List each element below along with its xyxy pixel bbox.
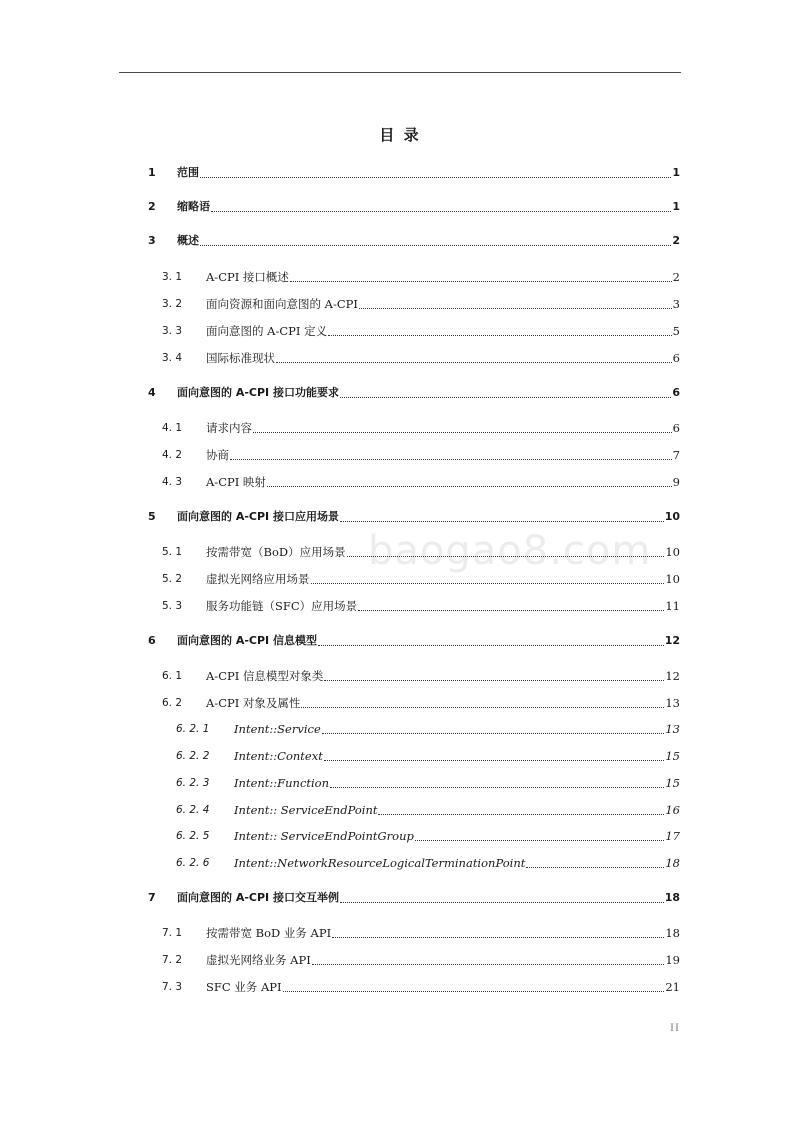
toc-entry-title: 面向意图的 A-CPI 信息模型 (177, 634, 317, 647)
toc-entry-number: 6 (148, 634, 156, 647)
toc-entry-page: 1 (672, 166, 680, 179)
toc-entry-number: 6. 2. 5 (176, 830, 210, 842)
toc-entry-number: 7. 3 (162, 981, 183, 993)
toc-entry-number: 7 (148, 891, 156, 904)
toc-leader-dots (276, 351, 672, 363)
toc-entry[interactable] (162, 545, 680, 559)
toc-entry-title: 面向意图的 A-CPI 接口交互举例 (177, 891, 339, 904)
toc-entry[interactable] (162, 669, 680, 683)
toc-leader-dots (378, 803, 664, 815)
toc-entry-number: 3. 4 (162, 352, 183, 364)
toc-entry-page: 7 (672, 448, 680, 462)
toc-leader-dots (358, 599, 664, 611)
toc-entry[interactable] (148, 166, 680, 180)
toc-entry-title: 按需带宽（BoD）应用场景 (206, 545, 346, 559)
toc-leader-dots (230, 448, 672, 460)
toc-entry-page: 21 (665, 980, 680, 994)
toc-entry-title: A-CPI 映射 (206, 475, 266, 489)
toc-entry[interactable] (148, 634, 680, 648)
toc-entry-page: 10 (664, 510, 680, 523)
toc-entry-title: 面向意图的 A-CPI 接口应用场景 (177, 510, 339, 523)
header-rule (119, 72, 681, 73)
toc-entry-page: 18 (664, 891, 680, 904)
toc-entry-number: 3. 3 (162, 325, 183, 337)
toc-entry-number: 4. 2 (162, 449, 183, 461)
toc-entry-title: 请求内容 (206, 421, 252, 435)
toc-entry[interactable] (162, 953, 680, 967)
toc-entry-number: 4. 1 (162, 422, 183, 434)
toc-entry-number: 3 (148, 234, 156, 247)
toc-entry-page: 18 (665, 926, 680, 940)
toc-leader-dots (211, 200, 671, 212)
toc-entry-title: Intent:: ServiceEndPoint (234, 803, 378, 817)
toc-leader-dots (283, 980, 665, 992)
footer-page-number: II (670, 1020, 680, 1034)
toc-leader-dots (330, 776, 664, 788)
toc-entry-number: 5. 2 (162, 573, 183, 585)
toc-entry-number: 5. 1 (162, 546, 183, 558)
toc-entry[interactable] (148, 200, 680, 214)
toc-leader-dots (340, 386, 671, 398)
toc-entry-page: 13 (665, 696, 680, 710)
toc-entry[interactable] (162, 599, 680, 613)
toc-entry-title: 面向资源和面向意图的 A-CPI (206, 297, 358, 311)
toc-entry[interactable] (148, 386, 680, 400)
toc-entry-number: 6. 2. 3 (176, 777, 210, 789)
toc-entry-title: 范围 (177, 166, 199, 179)
toc-entry-page: 11 (665, 599, 680, 613)
toc-entry-page: 10 (665, 545, 680, 559)
toc-entry[interactable] (148, 510, 680, 524)
toc-entry[interactable] (162, 297, 680, 311)
toc-entry-number: 6. 1 (162, 670, 183, 682)
toc-entry[interactable] (176, 749, 680, 763)
toc-entry-number: 6. 2. 4 (176, 804, 210, 816)
toc-leader-dots (332, 926, 664, 938)
toc-entry-page: 12 (664, 634, 680, 647)
page-title: 目 录 (379, 126, 421, 144)
toc-entry-page: 2 (672, 270, 680, 284)
toc-entry-number: 3. 2 (162, 298, 183, 310)
toc-leader-dots (324, 749, 665, 761)
toc-leader-dots (267, 475, 672, 487)
toc-entry[interactable] (176, 776, 680, 790)
toc-leader-dots (290, 270, 672, 282)
toc-entry-title: 虚拟光网络业务 API (206, 953, 311, 967)
toc-entry[interactable] (162, 475, 680, 489)
toc-leader-dots (340, 891, 664, 903)
toc-entry[interactable] (176, 856, 680, 870)
toc-entry-page: 18 (665, 856, 680, 870)
toc-leader-dots (253, 421, 672, 433)
toc-entry-title: 面向意图的 A-CPI 定义 (206, 324, 328, 338)
toc-entry-title: Intent::Service (234, 722, 321, 736)
toc-entry[interactable] (148, 234, 680, 248)
toc-leader-dots (328, 324, 672, 336)
toc-entry-title: A-CPI 对象及属性 (206, 696, 301, 710)
toc-leader-dots (340, 510, 664, 522)
toc-entry-title: 协商 (206, 448, 229, 462)
toc-entry-page: 17 (665, 829, 680, 843)
toc-entry-title: Intent::NetworkResourceLogicalTerminationPoint (234, 856, 526, 870)
toc-entry-title: 国际标准现状 (206, 351, 275, 365)
toc-entry[interactable] (162, 572, 680, 586)
toc-entry-number: 1 (148, 166, 156, 179)
toc-entry-number: 5 (148, 510, 156, 523)
toc-entry-number: 2 (148, 200, 156, 213)
toc-entry-title: 缩略语 (177, 200, 210, 213)
toc-leader-dots (312, 953, 665, 965)
toc-leader-dots (301, 696, 664, 708)
toc-entry[interactable] (176, 722, 680, 736)
toc-entry-title: SFC 业务 API (206, 980, 282, 994)
toc-entry-title: 面向意图的 A-CPI 接口功能要求 (177, 386, 339, 399)
toc-entry[interactable] (162, 696, 680, 710)
toc-entry-page: 16 (665, 803, 680, 817)
toc-entry-number: 6. 2. 1 (176, 723, 210, 735)
toc-leader-dots (200, 234, 671, 246)
toc-entry-number: 7. 2 (162, 954, 183, 966)
toc-entry[interactable] (162, 324, 680, 338)
toc-entry-number: 5. 3 (162, 600, 183, 612)
toc-leader-dots (347, 545, 665, 557)
toc-leader-dots (526, 856, 664, 868)
toc-entry-page: 6 (672, 351, 680, 365)
toc-entry-title: 按需带宽 BoD 业务 API (206, 926, 332, 940)
toc-entry-number: 3. 1 (162, 271, 183, 283)
toc-entry[interactable] (162, 351, 680, 365)
toc-entry-number: 6. 2 (162, 697, 183, 709)
toc-leader-dots (200, 166, 671, 178)
toc-entry-page: 2 (672, 234, 680, 247)
toc-leader-dots (318, 634, 664, 646)
toc-entry-title: 虚拟光网络应用场景 (206, 572, 310, 586)
toc-leader-dots (322, 722, 665, 734)
toc-entry-title: Intent:: ServiceEndPointGroup (234, 829, 414, 843)
toc-entry-number: 4. 3 (162, 476, 183, 488)
toc-entry[interactable] (176, 803, 680, 817)
toc-entry-number: 6. 2. 2 (176, 750, 210, 762)
toc-entry-page: 5 (672, 324, 680, 338)
toc-entry-page: 6 (672, 421, 680, 435)
toc-entry-title: A-CPI 信息模型对象类 (206, 669, 324, 683)
toc-entry[interactable] (176, 829, 680, 843)
toc-entry-page: 1 (672, 200, 680, 213)
toc-entry[interactable] (162, 980, 680, 994)
toc-entry-page: 13 (665, 722, 680, 736)
toc-entry-number: 4 (148, 386, 156, 399)
toc-entry-title: A-CPI 接口概述 (206, 270, 289, 284)
toc-entry-title: Intent::Function (234, 776, 330, 790)
toc-entry-page: 19 (665, 953, 680, 967)
toc-entry-title: 概述 (177, 234, 199, 247)
toc-entry[interactable] (162, 926, 680, 940)
toc-leader-dots (415, 829, 665, 841)
toc-entry-page: 15 (665, 776, 680, 790)
toc-leader-dots (359, 297, 672, 309)
toc-entry-page: 3 (672, 297, 680, 311)
toc-leader-dots (311, 572, 665, 584)
toc-entry-page: 10 (665, 572, 680, 586)
toc-entry-title: 服务功能链（SFC）应用场景 (206, 599, 358, 613)
toc-entry-number: 7. 1 (162, 927, 183, 939)
watermark: baogao8.com (368, 528, 652, 574)
toc-leader-dots (324, 669, 664, 681)
toc-entry[interactable] (162, 270, 680, 284)
toc-entry-title: Intent::Context (234, 749, 323, 763)
toc-entry-number: 6. 2. 6 (176, 857, 210, 869)
toc-entry-page: 15 (665, 749, 680, 763)
toc-entry[interactable] (162, 448, 680, 462)
toc-entry[interactable] (162, 421, 680, 435)
toc-entry-page: 6 (672, 386, 680, 399)
toc-entry[interactable] (148, 891, 680, 905)
toc-entry-page: 9 (672, 475, 680, 489)
toc-entry-page: 12 (665, 669, 680, 683)
